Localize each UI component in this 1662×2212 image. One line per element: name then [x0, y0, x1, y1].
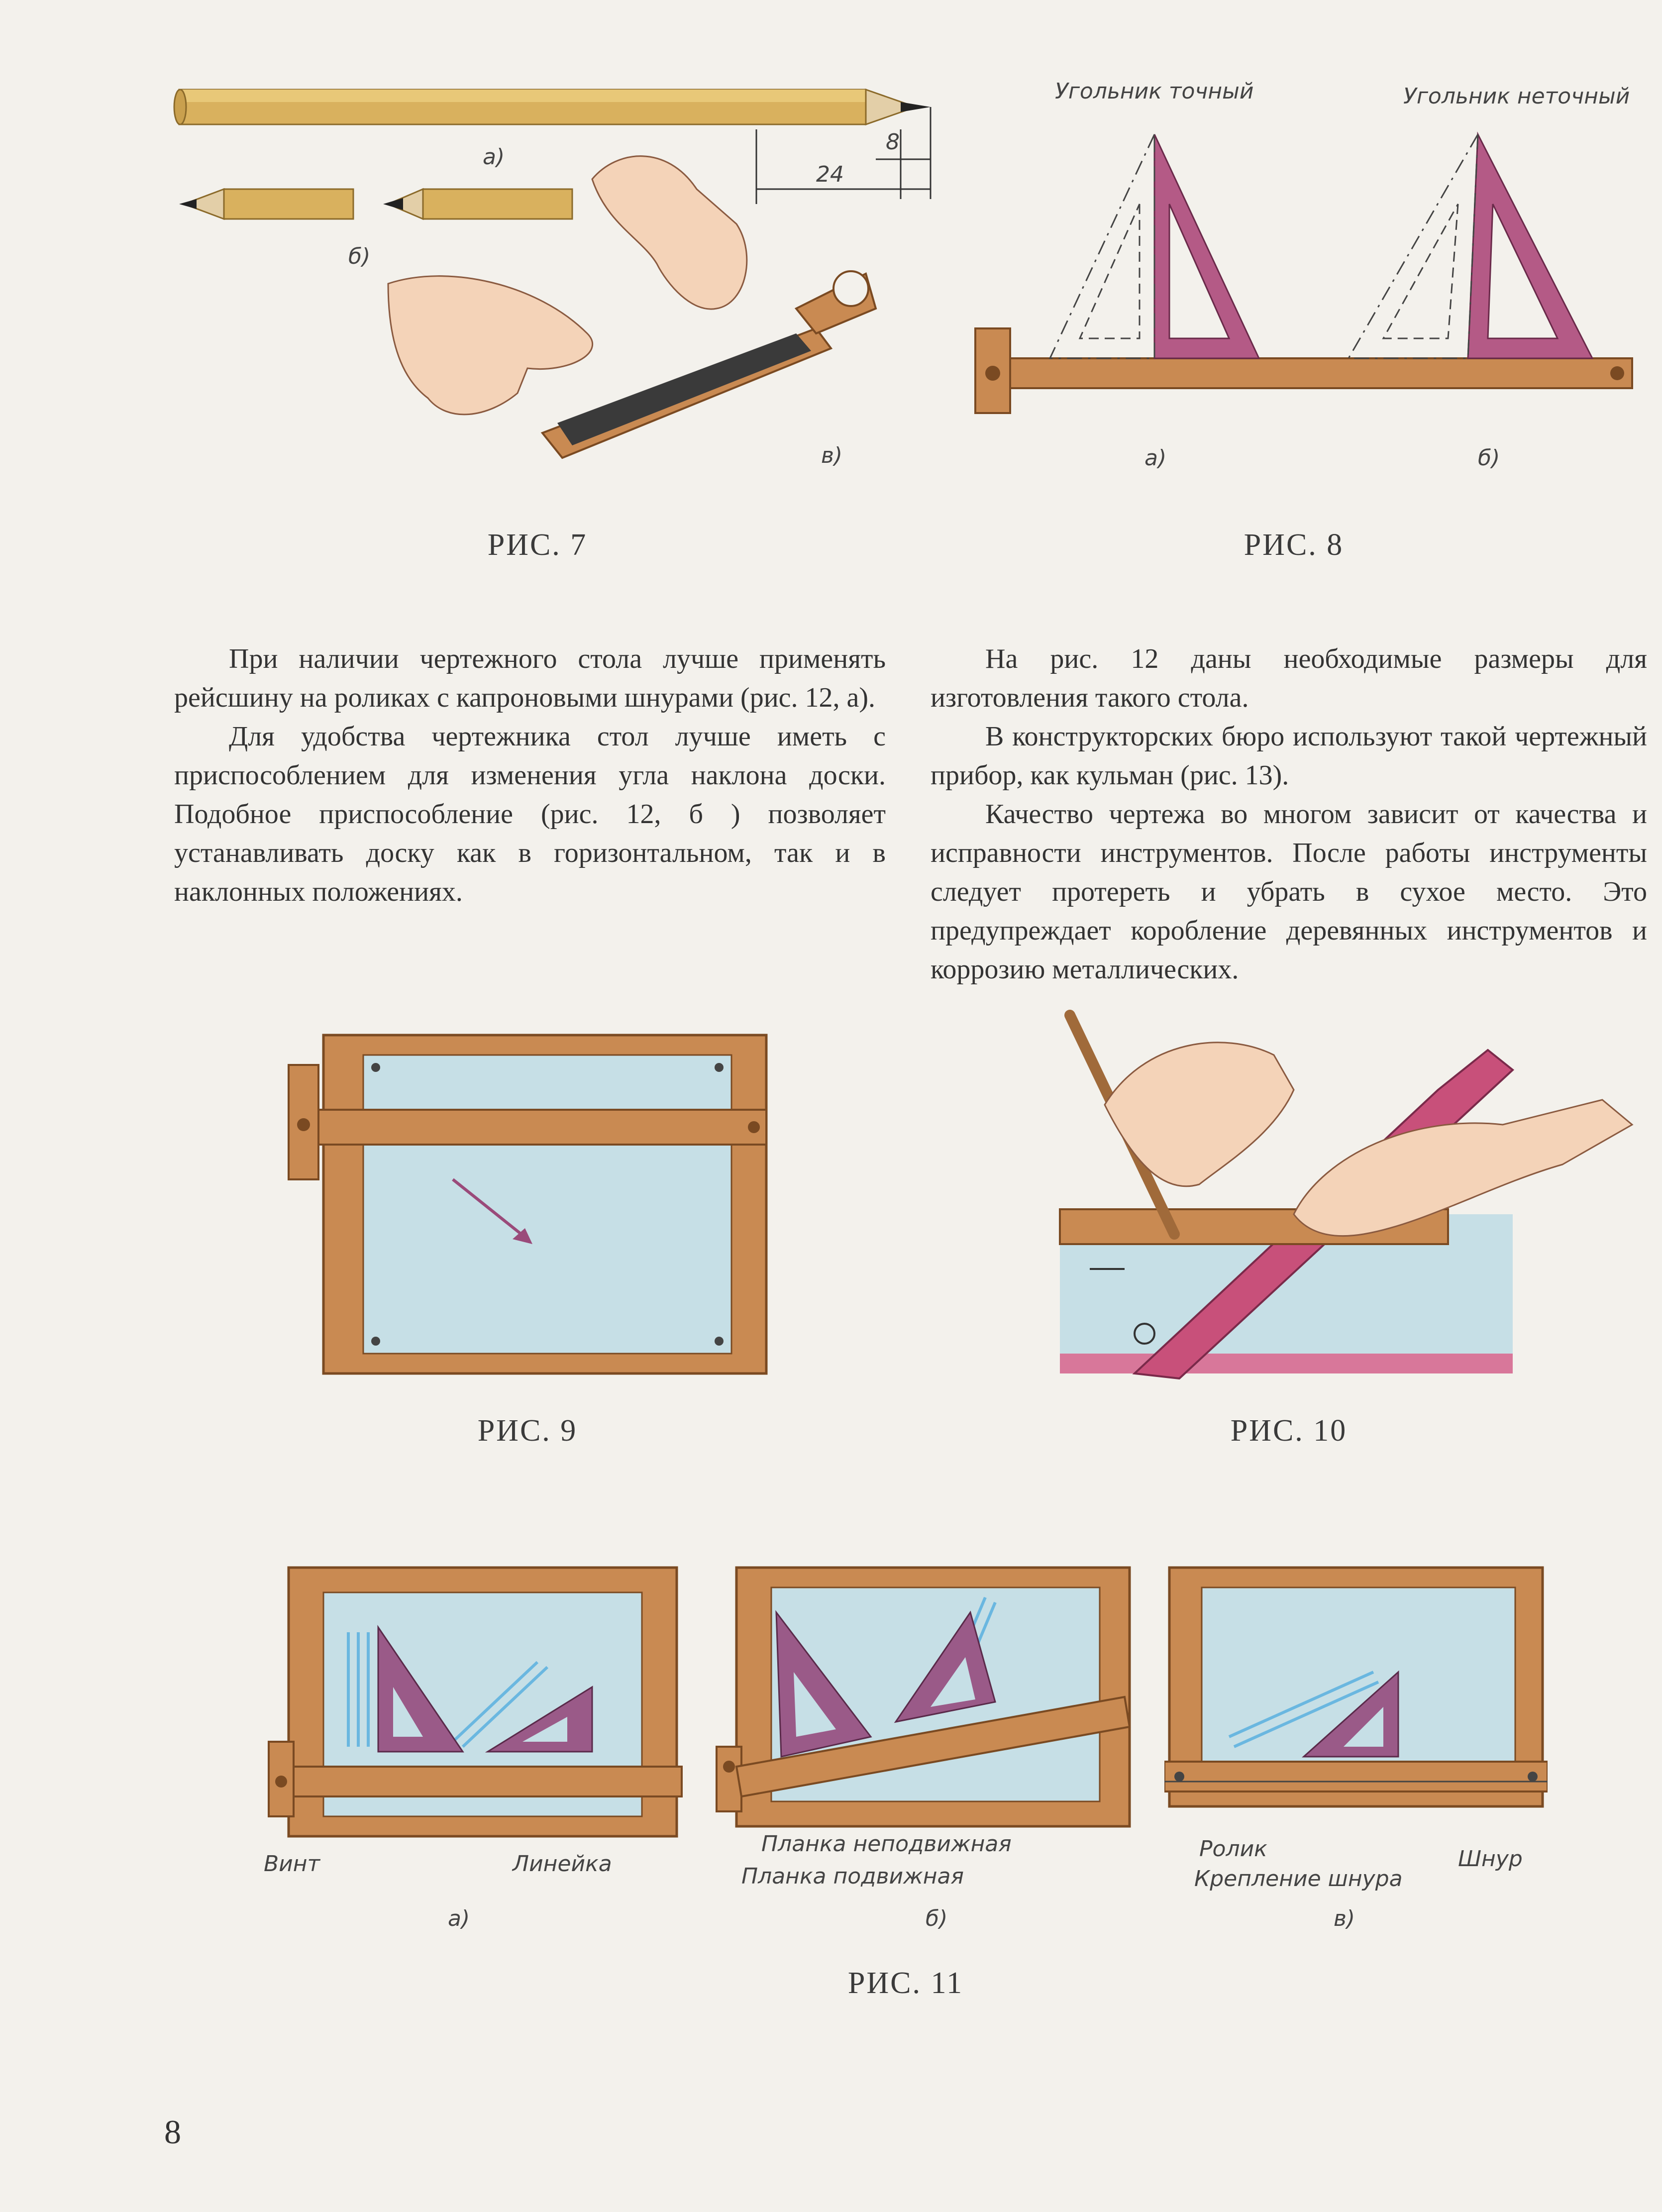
- paragraph: Для удобства чертежника стол лучше иметь с приспособлением для изменения угла наклона доски. Подобное приспособление (рис. 12, б ) позволяет устанавливать доску как в горизонтальном, так и в наклонных положениях.: [174, 721, 886, 907]
- fig7-caption: РИС. 7: [487, 528, 588, 562]
- fig8-label-b: б): [1478, 445, 1500, 471]
- paragraph: При наличии чертежного стола лучше применять рейсшину на роликах с капроновыми шнурами (рис. 12, а).: [174, 643, 886, 713]
- fig7-label-b: б): [348, 244, 371, 269]
- figure-8-drawing: [970, 75, 1652, 498]
- fig7-label-a: а): [483, 144, 505, 170]
- triangle-imprecise: [1349, 134, 1592, 358]
- figure-9: [284, 1030, 781, 1378]
- fig11v-label-kreplenie: Крепление шнура: [1194, 1866, 1403, 1892]
- text-column-right: [931, 639, 1647, 989]
- fig8-label-a: а): [1144, 445, 1167, 471]
- figure-11v: [1164, 1558, 1548, 1892]
- figure-10: [1015, 975, 1652, 1383]
- figure-11b: [707, 1558, 1140, 1889]
- fig11-label-a: а): [448, 1906, 470, 1931]
- hand-pencil: [1105, 1043, 1294, 1186]
- figure-7: [169, 75, 945, 488]
- paragraph: Качество чертежа во многом зависит от качества и исправности инструментов. После работы инструменты следует протереть и убрать в сухое место. Это предупреждает коробление деревянных инструментов и коррозию металлических.: [931, 799, 1647, 985]
- fig11a-label-lineyka: Линейка: [513, 1851, 612, 1877]
- paragraph: В конструкторских бюро используют такой чертежный прибор, как кульман (рис. 13).: [931, 721, 1647, 791]
- pencil-long: [174, 90, 931, 124]
- fig11b-label-fixed: Планка неподвижная: [761, 1831, 1012, 1857]
- fig10-caption: РИС. 10: [1230, 1414, 1348, 1448]
- paragraph: На рис. 12 даны необходимые размеры для изготовления такого стола.: [931, 643, 1647, 713]
- fig8-label-imprecise: Угольник неточный: [1403, 84, 1630, 109]
- hand-left: [388, 276, 593, 415]
- fig11-label-b: б): [926, 1906, 948, 1931]
- fig7-dim-24: 24: [816, 162, 844, 187]
- pencil-short-1: [179, 189, 353, 219]
- fig9-caption: РИС. 9: [477, 1414, 578, 1448]
- fig11v-label-rolik: Ролик: [1199, 1836, 1267, 1862]
- pencil-short-2: [383, 189, 572, 219]
- triangle-precise: [1050, 134, 1259, 358]
- fig11-label-v: в): [1334, 1906, 1355, 1931]
- fig11a-label-vint: Винт: [264, 1851, 320, 1877]
- text-column-left: [174, 639, 886, 911]
- fig11v-label-shnur: Шнур: [1458, 1846, 1523, 1872]
- fig7-dim-8: 8: [886, 129, 900, 155]
- fig11b-label-moving: Планка подвижная: [741, 1864, 964, 1889]
- figure-10-drawing: [1015, 975, 1652, 1383]
- fig8-label-precise: Угольник точный: [1055, 79, 1254, 104]
- figure-11a-drawing: [264, 1558, 687, 1856]
- fig11-caption: РИС. 11: [847, 1966, 964, 2000]
- figure-9-drawing: [284, 1030, 781, 1378]
- hand-right: [592, 156, 747, 309]
- figure-11b-drawing: [707, 1558, 1140, 1836]
- fig8-caption: РИС. 8: [1244, 528, 1344, 562]
- figure-8: [970, 75, 1652, 498]
- figure-11v-drawing: [1164, 1558, 1548, 1836]
- figure-11a: [264, 1558, 687, 1877]
- figure-7-drawing: [169, 75, 945, 488]
- fig7-label-v: в): [821, 443, 843, 468]
- page-number: 8: [164, 2113, 181, 2151]
